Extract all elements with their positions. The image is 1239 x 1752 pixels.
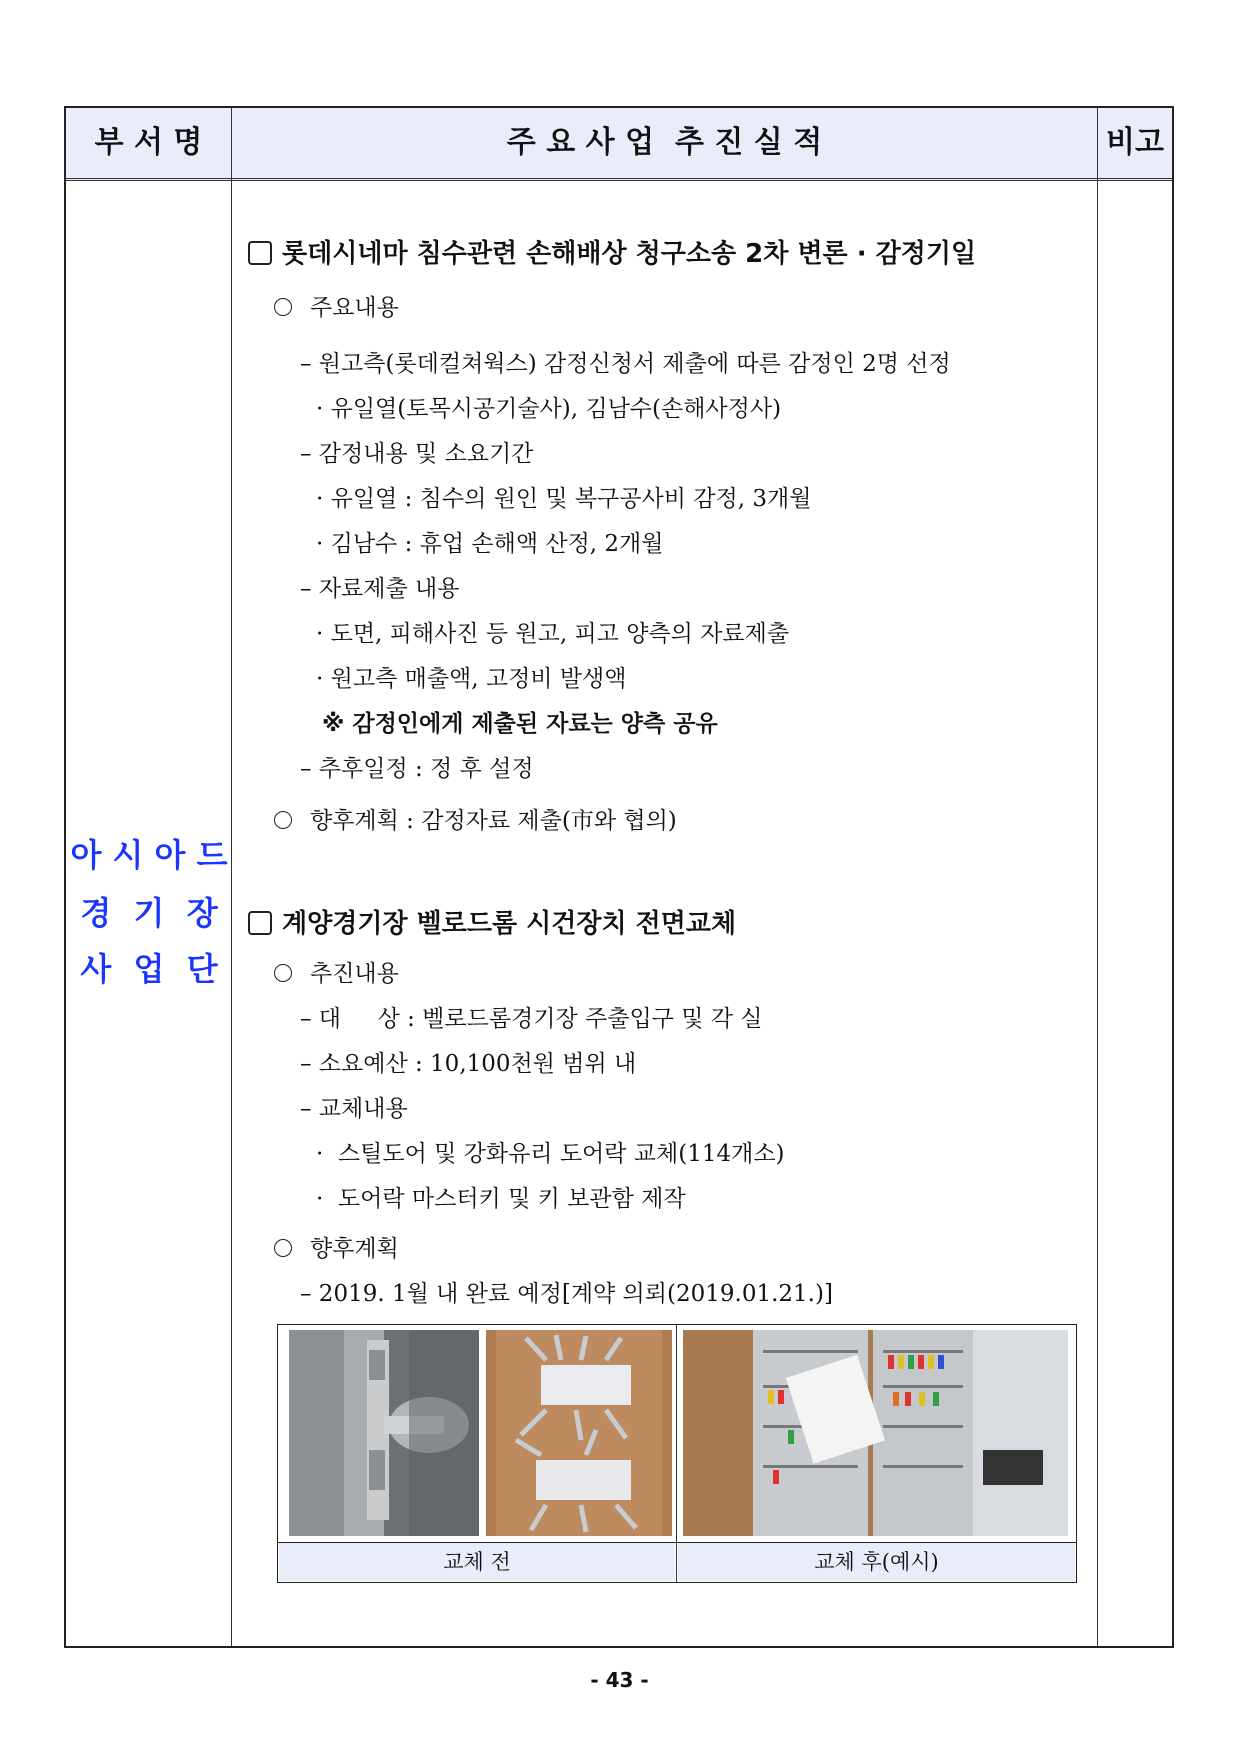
header-remarks: 비고 xyxy=(1106,125,1164,160)
section-1-plan xyxy=(274,805,677,837)
circle-bullet-icon xyxy=(274,811,292,829)
key-cabinet-image xyxy=(683,1330,1068,1536)
section-2-line: · 스틸도어 및 강화유리 도어락 교체(114개소) xyxy=(316,1141,785,1167)
door-lock-image xyxy=(289,1330,479,1536)
sub-heading-text: 주요내용 xyxy=(310,295,399,321)
section-1-line: · 유일열 : 침수의 원인 및 복구공사비 감정, 3개월 xyxy=(316,486,812,512)
photo-key-cabinet xyxy=(683,1330,1068,1536)
department-line-2: 경 기 장 xyxy=(80,894,218,932)
section-1-line: · 유일열(토목시공기술사), 김남수(손해사정사) xyxy=(316,396,782,422)
photo-door-lock xyxy=(289,1330,479,1536)
header-department: 부 서 명 xyxy=(94,125,203,160)
photo-keys xyxy=(486,1330,672,1536)
section-1-line: · 김남수 : 휴업 손해액 산정, 2개월 xyxy=(316,531,664,557)
section-2-line: – 교체내용 xyxy=(300,1096,408,1122)
plan-text: 향후계획 xyxy=(310,1236,399,1262)
section-1-sub-heading xyxy=(274,292,399,324)
section-2-line: – 대 상 : 벨로드롬경기장 주출입구 및 각 실 xyxy=(300,1006,763,1032)
section-2-plan xyxy=(274,1233,399,1265)
department-line-3: 사 업 단 xyxy=(80,950,218,988)
plan-text: 향후계획 : 감정자료 제출(市와 협의) xyxy=(310,808,677,834)
column-divider xyxy=(1097,108,1098,1646)
page-number: - 43 - xyxy=(590,1668,649,1692)
circle-bullet-icon xyxy=(274,298,292,316)
section-1-line: · 도면, 피해사진 등 원고, 피고 양측의 자료제출 xyxy=(316,621,790,647)
section-1-line: – 자료제출 내용 xyxy=(300,576,460,602)
sub-heading-text: 추진내용 xyxy=(310,961,399,987)
section-1-note: ※ 감정인에게 제출된 자료는 양측 공유 xyxy=(322,711,718,737)
circle-bullet-icon xyxy=(274,1239,292,1257)
photo-divider xyxy=(676,1324,677,1582)
section-1-line: – 감정내용 및 소요기간 xyxy=(300,441,534,467)
header-main-achievements: 주 요 사 업 추 진 실 적 xyxy=(506,125,823,160)
department-line-1: 아 시 아 드 xyxy=(70,836,228,874)
section-1-title xyxy=(248,236,976,272)
section-1-title-text: 롯데시네마 침수관련 손해배상 청구소송 2차 변론 · 감정기일 xyxy=(282,239,977,269)
caption-after: 교체 후(예시) xyxy=(678,1543,1075,1581)
section-2-sub-heading xyxy=(274,958,399,990)
section-2-title-text: 계양경기장 벨로드롬 시건장치 전면교체 xyxy=(282,909,737,939)
keys-image xyxy=(486,1330,672,1536)
section-1-line: – 원고측(롯데컬쳐웍스) 감정신청서 제출에 따른 감정인 2명 선정 xyxy=(300,351,951,377)
circle-bullet-icon xyxy=(274,964,292,982)
section-2-title xyxy=(248,906,736,942)
section-2-line: – 2019. 1월 내 완료 예정[계약 의뢰(2019.01.21.)] xyxy=(300,1281,833,1307)
section-2-line: · 도어락 마스터키 및 키 보관함 제작 xyxy=(316,1186,686,1212)
section-1-line: · 원고측 매출액, 고정비 발생액 xyxy=(316,666,627,692)
section-2-line: – 소요예산 : 10,100천원 범위 내 xyxy=(300,1051,637,1077)
section-1-line: – 추후일정 : 정 후 설정 xyxy=(300,756,534,782)
checkbox-square-icon xyxy=(248,911,272,935)
checkbox-square-icon xyxy=(248,241,272,265)
caption-before: 교체 전 xyxy=(279,1543,675,1581)
